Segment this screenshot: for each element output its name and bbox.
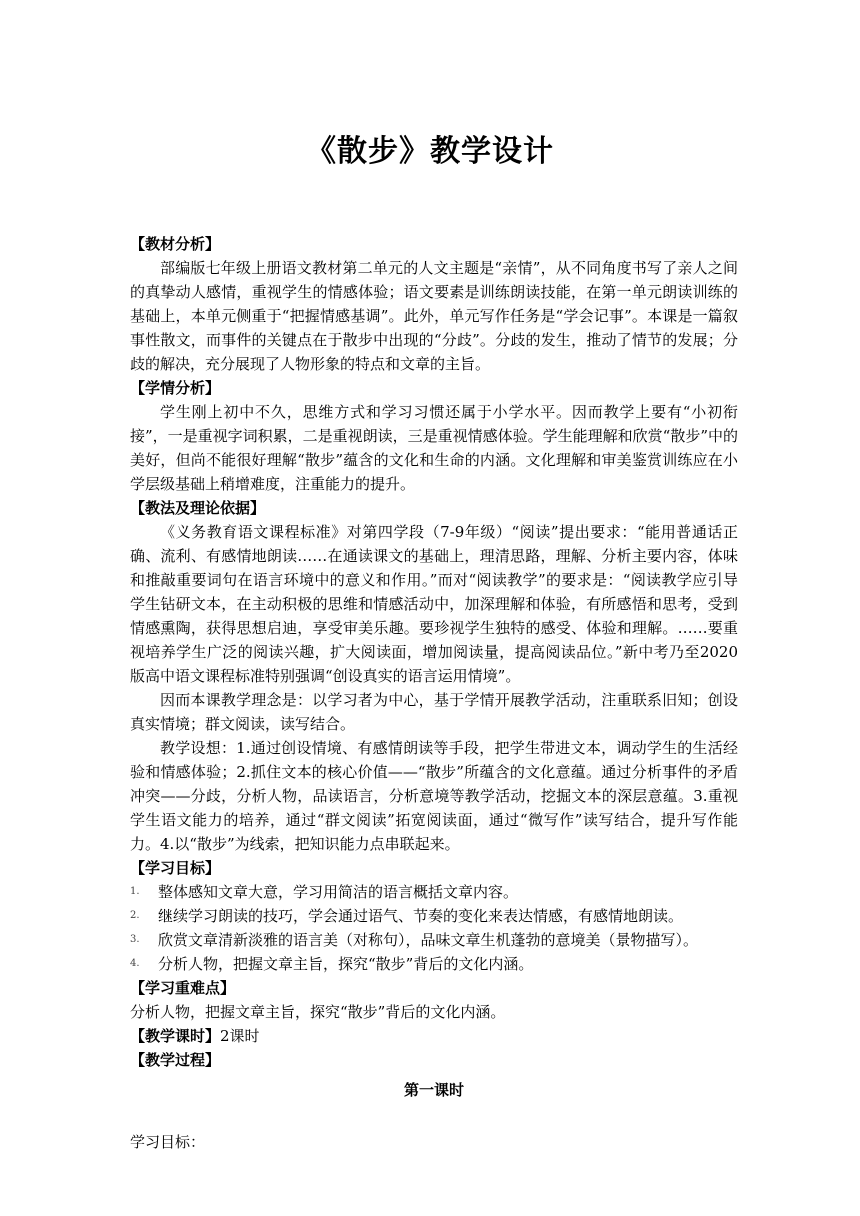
- list-text: 欣赏文章清新淡雅的语言美（对称句），品味文章生机蓬勃的意境美（景物描写）。: [158, 931, 699, 949]
- method-paragraph-3: 教学设想：1.通过创设情境、有感情朗读等手段，把学生带进文本，调动学生的生活经验和情感体验；2.抓住文本的核心价值——“散步”所蕴含的文化意蕴。通过分析事件的矛盾冲突——分歧，分析人物，品读语言，分析意境等教学活动，挖掘文本的深层意蕴。3.重视学生语文能力的培养，通过“群文阅读”拓宽阅读面，通过“微写作”读写结合，提升写作能力。4.以“散步”为线索，把知识能力点串联起来。: [130, 739, 738, 853]
- list-number: 3.: [130, 934, 140, 945]
- method-paragraph-2: 因而本课教学理念是：以学习者为中心，基于学情开展教学活动，注重联系旧知；创设真实情境；群文阅读，读写结合。: [130, 691, 738, 733]
- students-text: 学生刚上初中不久，思维方式和学习习惯还属于小学水平。因而教学上要有“小初衔接”，一是重视字词积累，二是重视朗读，三是重视情感体验。学生能理解和欣赏“散步”中的美好，但尚不能很好理解“散步”蕴含的文化和生命的内涵。文化理解和审美鉴赏训练应在小学层级基础上稍增难度，注重能力的提升。: [130, 403, 739, 493]
- document-title: 《散步》教学设计: [306, 134, 554, 169]
- material-heading: 【教材分析】: [130, 235, 221, 253]
- list-number: 2.: [130, 910, 140, 921]
- list-number: 4.: [130, 958, 140, 969]
- list-item: [130, 904, 738, 928]
- keypoints-heading: 【学习重难点】: [130, 979, 236, 997]
- process-heading: 【教学过程】: [130, 1051, 221, 1069]
- list-text: 分析人物，把握文章主旨，探究“散步”背后的文化内涵。: [158, 955, 534, 973]
- list-number: 1.: [130, 886, 140, 897]
- objectives-heading: 【学习目标】: [130, 859, 221, 877]
- list-item: [130, 880, 738, 904]
- material-text: 部编版七年级上册语文教材第二单元的人文主题是“亲情”，从不同角度书写了亲人之间的真挚动人感情，重视学生的情感体验；语文要素是训练朗读技能，在第一单元朗读训练的基础上，本单元侧重于“把握情感基调”。此外，单元写作任务是“学会记事”。本课是一篇叙事性散文，而事件的关键点在于散步中出现的“分歧”。分歧的发生，推动了情节的发展；分歧的解决，充分展现了人物形象的特点和文章的主旨。: [130, 259, 738, 373]
- hours-heading: 【教学课时】: [130, 1027, 221, 1045]
- students-heading: 【学情分析】: [130, 379, 221, 397]
- hours-text: 2课时: [220, 1027, 260, 1045]
- keypoints-text: 分析人物，把握文章主旨，探究“散步”背后的文化内涵。: [130, 1003, 506, 1021]
- list-text: 继续学习朗读的技巧，学会通过语气、节奏的变化来表达情感，有感情地朗读。: [158, 907, 684, 925]
- objectives-list: [130, 880, 738, 976]
- hours-line: [130, 1024, 738, 1048]
- document-body: [130, 232, 738, 1154]
- list-text: 整体感知文章大意，学习用简洁的语言概括文章内容。: [158, 883, 519, 901]
- method-heading: 【教法及理论依据】: [130, 499, 266, 517]
- goals-label: 学习目标：: [130, 1133, 206, 1151]
- method-paragraph-1: 《义务教育语文课程标准》对第四学段（7-9年级）“阅读”提出要求：“能用普通话正确、流利、有感情地朗读……在通读课文的基础上，理清思路，理解、分析主要内容，体味和推敲重要词句在语言环境中的意义和作用。”而对“阅读教学”的要求是：“阅读教学应引导学生钻研文本，在主动积极的思维和情感活动中，加深理解和体验，有所感悟和思考，受到情感熏陶，获得思想启迪，享受审美乐趣。要珍视学生独特的感受、体验和理解。……要重视培养学生广泛的阅读兴趣，扩大阅读面，增加阅读量，提高阅读品位。”新中考乃至2020版高中语文课程标准特别强调“创设真实的语言运用情境”。: [130, 523, 738, 685]
- lesson-title: 第一课时: [403, 1081, 464, 1099]
- list-item: [130, 952, 738, 976]
- list-item: [130, 928, 738, 952]
